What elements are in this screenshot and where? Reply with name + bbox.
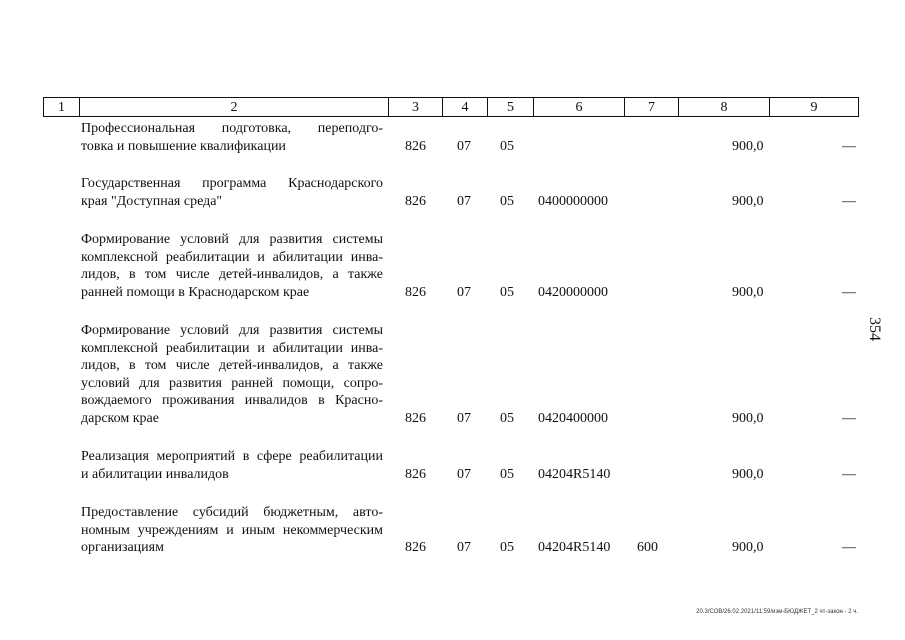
expense-type-code: 600 [637, 540, 658, 555]
amount-value: 900,0 [732, 193, 764, 209]
section-code: 07 [457, 138, 471, 154]
admin-code: 826 [405, 466, 426, 482]
description-line: Формирование условий для развития системы [81, 232, 383, 247]
admin-code: 826 [405, 410, 426, 426]
change-value: — [842, 466, 856, 482]
description-line: номным учреждениям и иным некоммерческим [81, 522, 383, 538]
amount-value: 900,0 [732, 540, 764, 555]
subsection-code: 05 [500, 193, 514, 209]
description-line: Профессиональная подготовка, переподго- [81, 121, 383, 136]
header-col-3: 3 [389, 98, 443, 116]
row-description [81, 504, 383, 557]
table-row [0, 448, 905, 483]
table-row [0, 231, 905, 301]
target-article-code: 04204R5140 [538, 466, 611, 482]
table-row [0, 322, 905, 427]
target-article-code: 0420000000 [538, 284, 608, 300]
description-line: края "Доступная среда" [81, 193, 223, 209]
target-article-code: 04204R5140 [538, 540, 611, 555]
change-value: — [842, 410, 856, 426]
subsection-code: 05 [500, 284, 514, 300]
row-description [81, 175, 383, 210]
header-col-4: 4 [443, 98, 488, 116]
amount-value: 900,0 [732, 138, 764, 154]
table-row [0, 504, 905, 557]
description-line: Формирование условий для развития системы [81, 323, 383, 338]
footer-stamp: 20.3/СОВ/26.02.2021/11:59/изм-БЮДЖЕТ_2 чт-закон - 2 ч. [696, 609, 858, 615]
subsection-code: 05 [500, 466, 514, 482]
header-col-9: 9 [810, 100, 818, 115]
admin-code: 826 [405, 138, 426, 154]
section-code: 07 [457, 284, 471, 300]
subsection-code: 05 [500, 410, 514, 426]
description-line: вождаемого проживания инвалидов в Красно- [81, 393, 383, 408]
description-line: организациям [81, 540, 164, 555]
table-row [0, 120, 905, 155]
description-line: лидов, в том числе детей-инвалидов, а также [81, 358, 383, 373]
page-number: 354 [866, 317, 883, 341]
table-header [43, 97, 859, 117]
table-row [0, 175, 905, 210]
description-line: комплексной реабилитации и абилитации инва- [81, 249, 383, 265]
admin-code: 826 [405, 193, 426, 209]
header-col-7: 7 [625, 98, 679, 116]
row-description [81, 120, 383, 155]
change-value: — [842, 284, 856, 300]
change-value: — [842, 138, 856, 154]
description-line: лидов, в том числе детей-инвалидов, а также [81, 267, 383, 282]
change-value: — [842, 193, 856, 209]
header-col-8: 8 [679, 98, 770, 116]
header-col-1: 1 [44, 98, 80, 116]
row-description [81, 231, 383, 301]
description-line: Государственная программа Краснодарского [81, 176, 383, 191]
description-line: Реализация мероприятий в сфере реабилитации [81, 449, 383, 464]
section-code: 07 [457, 466, 471, 482]
description-line: товка и повышение квалификации [81, 138, 286, 154]
amount-value: 900,0 [732, 284, 764, 300]
target-article-code: 0420400000 [538, 410, 608, 426]
amount-value: 900,0 [732, 410, 764, 426]
change-value: — [842, 540, 856, 555]
row-description [81, 322, 383, 427]
description-line: Предоставление субсидий бюджетным, авто- [81, 505, 383, 520]
subsection-code: 05 [500, 138, 514, 154]
target-article-code: 0400000000 [538, 193, 608, 209]
section-code: 07 [457, 410, 471, 426]
row-description [81, 448, 383, 483]
section-code: 07 [457, 540, 471, 555]
subsection-code: 05 [500, 540, 514, 555]
admin-code: 826 [405, 540, 426, 555]
description-line: и абилитации инвалидов [81, 466, 229, 482]
header-col-6: 6 [534, 98, 625, 116]
admin-code: 826 [405, 284, 426, 300]
description-line: ранней помощи в Краснодарском крае [81, 284, 310, 300]
amount-value: 900,0 [732, 466, 764, 482]
header-col-5: 5 [488, 98, 534, 116]
description-line: условий для развития ранней помощи, сопро- [81, 375, 383, 391]
description-line: дарском крае [81, 410, 159, 426]
description-line: комплексной реабилитации и абилитации инва- [81, 340, 383, 356]
header-col-2: 2 [80, 98, 389, 116]
section-code: 07 [457, 193, 471, 209]
